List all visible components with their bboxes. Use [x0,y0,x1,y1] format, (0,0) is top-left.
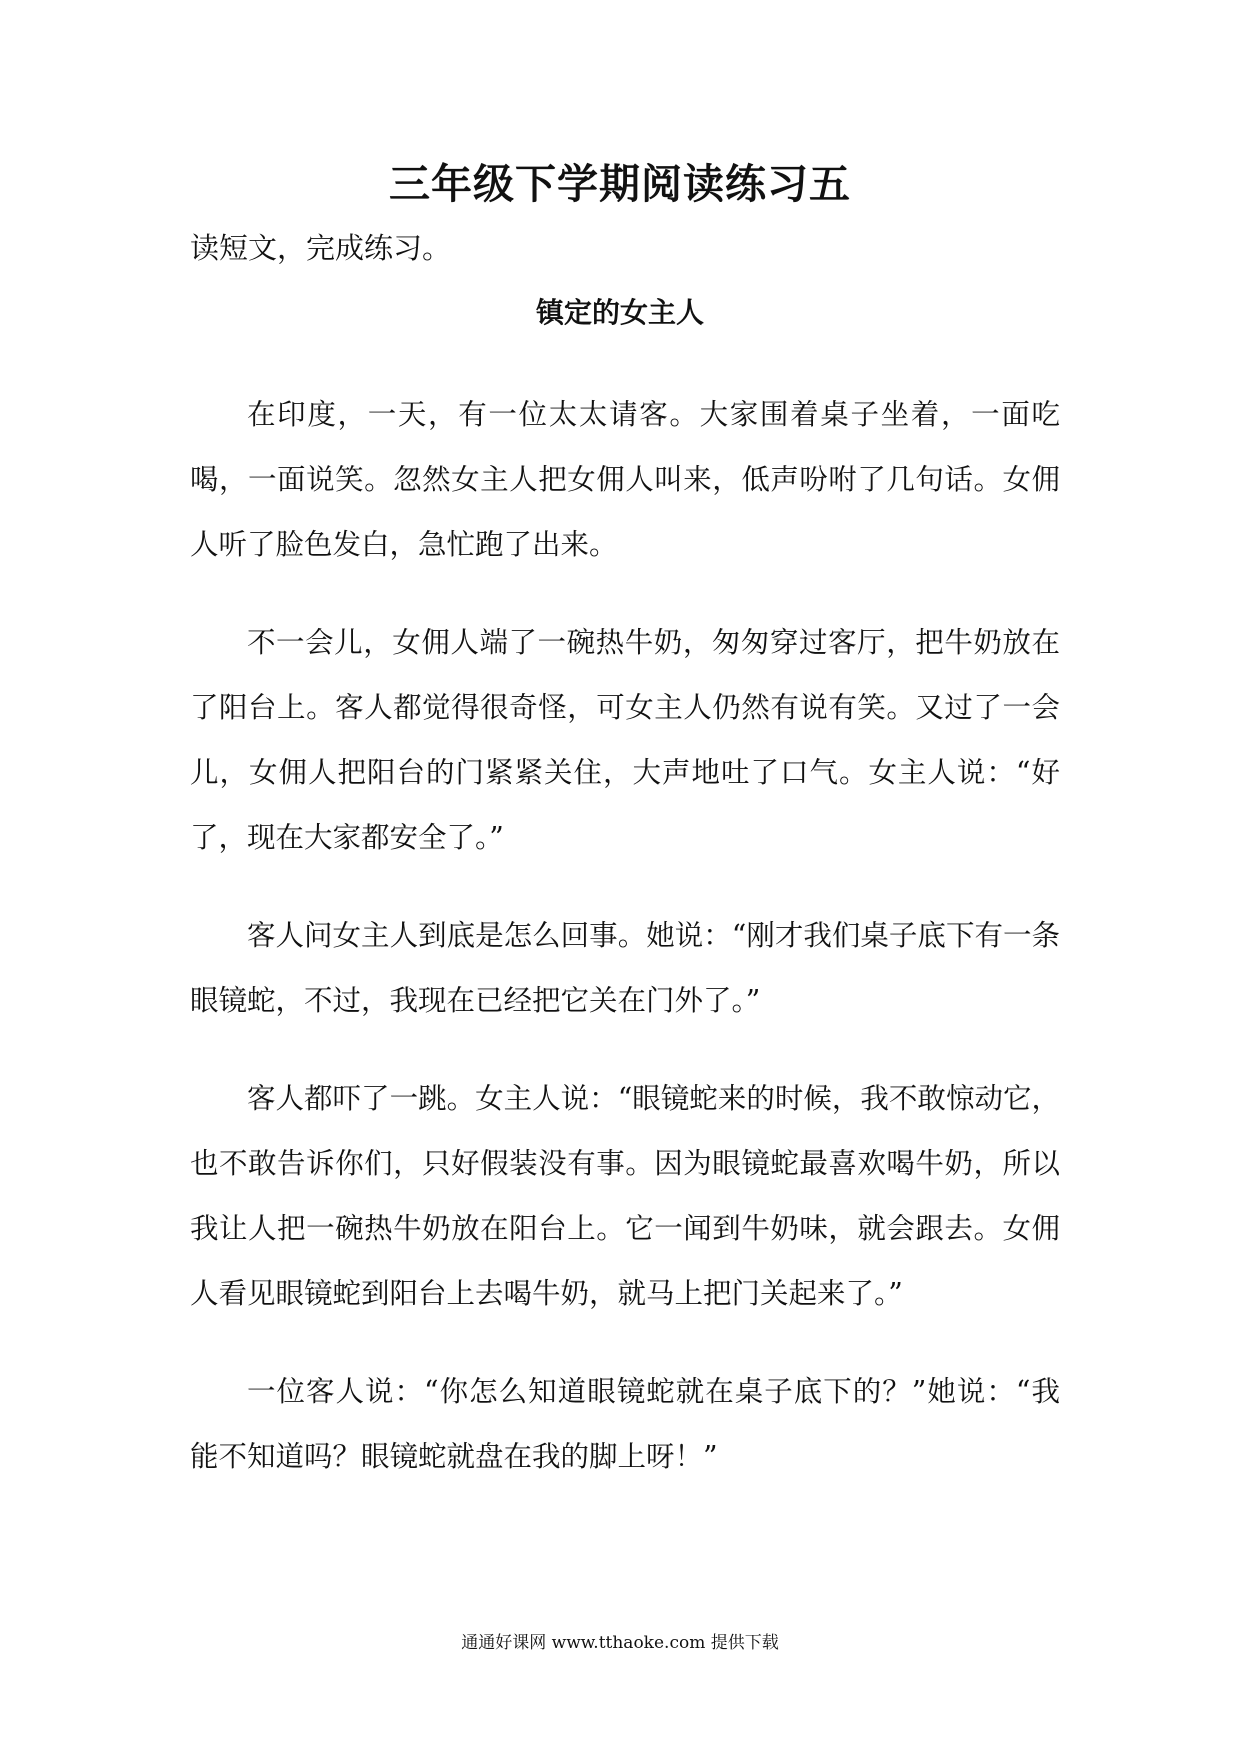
story-title: 镇定的女主人 [535,296,704,329]
story-paragraph-2: 不一会儿，女佣人端了一碗热牛奶，匆匆穿过客厅，把牛奶放在了阳台上。客人都觉得很奇怪，可女主人仍然有说有笑。又过了一会儿，女佣人把阳台的门紧紧关住，大声地吐了口气。女主人说：“好了，现在大家都安全了。” [190,626,1060,854]
page-title: 三年级下学期阅读练习五 [389,160,851,208]
instruction-text: 读短文，完成练习。 [190,231,452,265]
story-paragraph-4: 客人都吓了一跳。女主人说：“眼镜蛇来的时候，我不敢惊动它，也不敢告诉你们，只好假装没有事。因为眼镜蛇最喜欢喝牛奶，所以我让人把一碗热牛奶放在阳台上。它一闻到牛奶味，就会跟去。女佣人看见眼镜蛇到阳台上去喝牛奶，就马上把门关起来了。” [190,1082,1060,1310]
story-paragraph-5: 一位客人说：“你怎么知道眼镜蛇就在桌子底下的？”她说：“我能不知道吗？眼镜蛇就盘在我的脚上呀！” [190,1375,1060,1473]
story-paragraph-3: 客人问女主人到底是怎么回事。她说：“刚才我们桌子底下有一条眼镜蛇，不过，我现在已经把它关在门外了。” [190,919,1060,1017]
page-footer: 通通好课网 www.tthaoke.com 提供下载 [461,1633,779,1653]
story-paragraph-1: 在印度，一天，有一位太太请客。大家围着桌子坐着，一面吃喝，一面说笑。忽然女主人把女佣人叫来，低声吩咐了几句话。女佣人听了脸色发白，急忙跑了出来。 [190,398,1060,561]
story-body [190,382,1060,1522]
